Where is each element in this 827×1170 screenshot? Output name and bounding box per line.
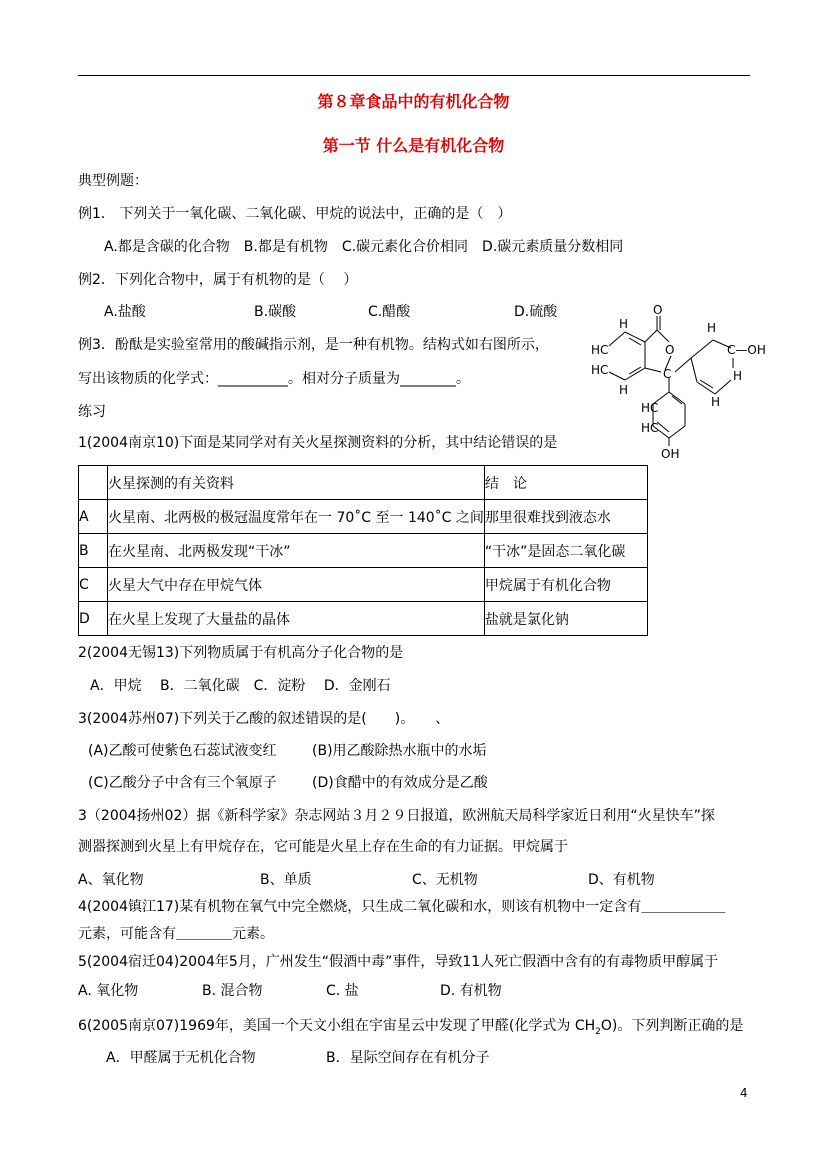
example-2-question: 例2．下列化合物中，属于有机物的是（ ） xyxy=(78,272,358,288)
section-title: 第一节 什么是有机化合物 xyxy=(322,136,505,155)
question-6-subscript: 2 xyxy=(595,1026,601,1037)
question-3b-option-b: B、单质 xyxy=(260,872,312,888)
question-3a-option-b: (B)用乙酸除热水瓶中的水垢 xyxy=(312,743,487,759)
question-5: 5(2004宿迁04)2004年5月，广州发生“假酒中毒”事件，导致11人死亡假酒中含有的有毒物质甲醇属于 xyxy=(78,954,719,970)
table-cell: C xyxy=(79,568,108,602)
structure-label-hc-2: HC xyxy=(591,363,609,377)
question-3a-option-c: (C)乙酸分子中含有三个氧原子 xyxy=(88,775,277,791)
table-cell: 火星大气中存在甲烷气体 xyxy=(108,568,485,602)
practice-heading: 练习 xyxy=(78,404,106,420)
table-cell: 在火星南、北两极发现“干冰” xyxy=(108,534,485,568)
table-row xyxy=(79,534,648,568)
structure-label-c-oh: C—OH xyxy=(727,343,766,357)
page-number: 4 xyxy=(740,1086,748,1100)
table-cell: 在火星上发现了大量盐的晶体 xyxy=(108,602,485,636)
example-2-option-a: A.盐酸 xyxy=(104,304,146,320)
table-row xyxy=(79,602,648,636)
question-5-option-b: B. 混合物 xyxy=(202,983,263,999)
table-header-cell: 火星探测的有关资料 xyxy=(108,466,485,500)
question-1: 1(2004南京10)下面是某同学对有关火星探测资料的分析，其中结论错误的是 xyxy=(78,435,558,451)
examples-heading: 典型例题： xyxy=(78,173,148,189)
question-6-option-a: A．甲醛属于无机化合物 xyxy=(106,1050,256,1066)
chapter-title: 第８章食品中的有机化合物 xyxy=(317,92,510,111)
structure-label-carbonyl-o: O xyxy=(653,303,663,317)
question-4-line-1: 4(2004镇江17)某有机物在氧气中完全燃烧，只生成二氧化碳和水，则该有机物中一定含有＿＿＿＿＿＿ xyxy=(78,899,726,915)
phenolphthalein-structure xyxy=(585,300,785,470)
table-header-cell: 结 论 xyxy=(484,466,647,500)
example-2-option-b: B.碳酸 xyxy=(254,304,297,320)
table-cell: D xyxy=(79,602,108,636)
header-rule xyxy=(78,75,750,76)
question-2: 2(2004无锡13)下列物质属于有机高分子化合物的是 xyxy=(78,645,404,661)
table-cell: 那里很难找到液态水 xyxy=(484,500,647,534)
example-1-question: 例1． 下列关于一氧化碳、二氧化碳、甲烷的说法中，正确的是（ ） xyxy=(78,206,512,222)
question-5-option-d: D. 有机物 xyxy=(440,983,502,999)
example-3-line-1: 例3．酚酞是实验室常用的酸碱指示剂，是一种有机物。结构式如右图所示， xyxy=(78,337,549,353)
table-row xyxy=(79,568,648,602)
question-3b-option-c: C、无机物 xyxy=(412,872,478,888)
table-cell: 火星南、北两极的极冠温度常年在一 70˚C 至一 140˚C 之间 xyxy=(108,500,485,534)
question-6-text-pre: 6(2005南京07)1969年，美国一个天文小组在宇宙星云中发现了甲醛(化学式为 CH xyxy=(78,1018,596,1034)
question-5-option-a: A. 氧化物 xyxy=(78,983,139,999)
structure-label-oh: OH xyxy=(661,447,680,461)
example-1-options: A.都是含碳的化合物 B.都是有机物 C.碳元素化合价相同 D.碳元素质量分数相同 xyxy=(104,239,624,255)
question-6-text-post: O)。下列判断正确的是 xyxy=(600,1018,744,1034)
structure-label-h-4: H xyxy=(733,369,743,383)
table-header-cell xyxy=(79,466,108,500)
structure-label-hc-1: HC xyxy=(591,343,609,357)
table-cell: A xyxy=(79,500,108,534)
structure-label-central-c: C xyxy=(663,367,672,381)
structure-label-hc-3: HC xyxy=(641,401,659,415)
question-2-options: A．甲烷 B．二氧化碳 C．淀粉 D．金刚石 xyxy=(90,678,391,694)
example-2-option-c: C.醋酸 xyxy=(368,304,411,320)
question-3b-option-d: D、有机物 xyxy=(588,872,655,888)
question-6 xyxy=(78,1017,743,1041)
question-3b-option-a: A、氧化物 xyxy=(78,872,144,888)
structure-label-h-1: H xyxy=(619,317,629,331)
table-cell: “干冰”是固态二氧化碳 xyxy=(484,534,647,568)
structure-label-hc-4: HC xyxy=(641,421,659,435)
table-cell: 盐就是氯化钠 xyxy=(484,602,647,636)
example-2-option-d: D.硫酸 xyxy=(514,304,558,320)
question-3b-line-2: 测器探测到火星上有甲烷存在，它可能是火星上存在生命的有力证据。甲烷属于 xyxy=(78,839,568,855)
question-3a-option-d: (D)食醋中的有效成分是乙酸 xyxy=(312,775,488,791)
table-cell: B xyxy=(79,534,108,568)
structure-label-h-5: H xyxy=(711,395,721,409)
question-4-line-2: 元素，可能含有＿＿＿＿元素。 xyxy=(78,926,274,942)
table-cell: 甲烷属于有机化合物 xyxy=(484,568,647,602)
table-row xyxy=(79,500,648,534)
question-5-option-c: C. 盐 xyxy=(326,983,359,999)
mars-data-table xyxy=(78,465,648,636)
structure-label-h-2: H xyxy=(619,383,629,397)
structure-label-h-3: H xyxy=(707,321,717,335)
question-3b-line-1: 3（2004扬州02）据《新科学家》杂志网站３月２９日报道，欧洲航天局科学家近日利用“火星快车”探 xyxy=(78,808,715,824)
question-3a: 3(2004苏州07)下列关于乙酸的叙述错误的是( )。 、 xyxy=(78,711,450,727)
question-3a-option-a: (A)乙酸可使紫色石蕊试液变红 xyxy=(88,743,277,759)
table-header-row xyxy=(79,466,648,500)
structure-label-ring-o: O xyxy=(665,343,675,357)
example-3-line-2: 写出该物质的化学式：__________。相对分子质量为________。 xyxy=(78,371,470,387)
question-6-option-b: B．星际空间存在有机分子 xyxy=(326,1050,490,1066)
